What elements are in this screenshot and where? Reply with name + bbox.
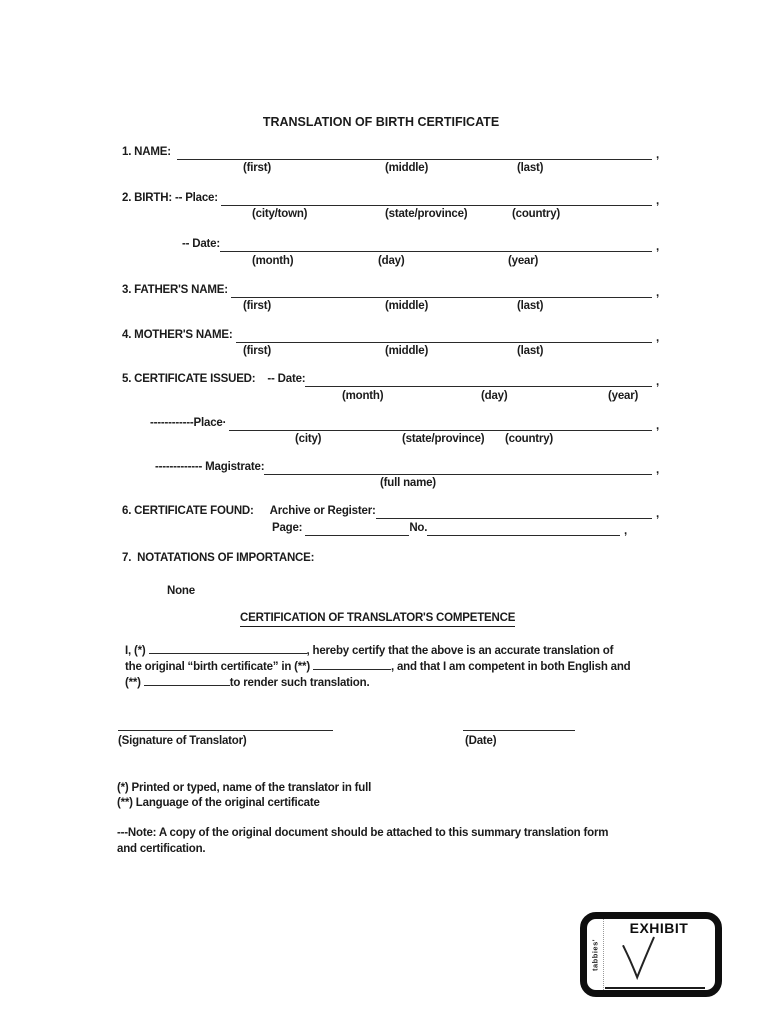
birth-place-label: 2. BIRTH: -- Place: — [122, 192, 221, 204]
second-language-blank — [144, 674, 230, 686]
birth-place-field-row — [122, 191, 659, 207]
footnote-double-star: (**) Language of the original certificate — [117, 797, 320, 809]
comma-mark: , — [656, 287, 659, 299]
certificate-issued-field-row — [122, 372, 659, 388]
certification-line1-pre: I, (*) — [124, 645, 149, 657]
magistrate-sublabel-fullname: (full name) — [380, 477, 436, 489]
comma-mark: , — [656, 195, 659, 207]
comma-mark: , — [656, 241, 659, 253]
certificate-issued-blank-line — [305, 373, 659, 388]
exhibit-label: EXHIBIT — [629, 920, 689, 936]
mother-sublabel-last: (last) — [517, 345, 544, 357]
father-name-label: 3. FATHER'S NAME: — [122, 284, 231, 296]
certification-line2-pre: the original “birth certificate” in (**) — [124, 661, 313, 673]
name-label: 1. NAME: — [122, 146, 177, 158]
father-sublabel-last: (last) — [517, 300, 544, 312]
mother-name-blank-line — [236, 329, 659, 344]
birth-date-sublabel-month: (month) — [252, 255, 294, 267]
birth-place-sublabel-state: (state/province) — [385, 208, 468, 220]
birth-place-sublabel-country: (country) — [512, 208, 561, 220]
note-line-2: and certification. — [117, 843, 206, 855]
name-sublabel-first: (first) — [243, 162, 271, 174]
father-name-blank-line — [231, 284, 659, 299]
certification-line-3 — [113, 659, 369, 706]
exhibit-stamp — [580, 912, 722, 997]
birth-place-sublabel-city: (city/town) — [252, 208, 308, 220]
comma-mark: , — [656, 420, 659, 432]
issued-sublabel-year: (year) — [608, 390, 639, 402]
birth-date-blank-line — [220, 238, 659, 253]
date-blank-line — [463, 717, 575, 731]
archive-register-label: Archive or Register: — [269, 505, 376, 517]
mother-name-field-row — [122, 328, 659, 344]
certificate-found-field-row — [122, 504, 659, 520]
issued-place-sublabel-city: (city) — [295, 433, 322, 445]
mother-sublabel-first: (first) — [243, 345, 271, 357]
comma-mark: , — [656, 149, 659, 161]
certification-line2-post: , and that I am competent in both English and — [390, 661, 631, 673]
magistrate-field-row — [155, 460, 659, 476]
name-sublabel-middle: (middle) — [385, 162, 429, 174]
footnote-star: (*) Printed or typed, name of the translator in full — [117, 782, 372, 794]
signature-blank-line — [118, 717, 333, 731]
signature-of-translator-label: (Signature of Translator) — [118, 735, 247, 747]
father-sublabel-first: (first) — [243, 300, 271, 312]
comma-mark: , — [656, 376, 659, 388]
no-label: No. — [409, 522, 428, 534]
exhibit-mark-underline — [605, 987, 705, 989]
issued-place-sublabel-state: (state/province) — [402, 433, 485, 445]
page-blank-line — [305, 522, 409, 536]
certification-heading: CERTIFICATION OF TRANSLATOR'S COMPETENCE — [240, 611, 515, 627]
tabbies-brand-label: tabbies' — [587, 919, 604, 990]
certification-line1-post: , hereby certify that the above is an accurate translation of — [306, 645, 614, 657]
page-number-field-row — [272, 521, 627, 537]
issued-sublabel-month: (month) — [342, 390, 384, 402]
certificate-found-label: 6. CERTIFICATE FOUND: — [122, 505, 254, 517]
birth-date-sublabel-year: (year) — [508, 255, 539, 267]
issued-place-field-row — [150, 416, 659, 432]
comma-mark: , — [656, 332, 659, 344]
archive-register-blank-line — [376, 505, 659, 520]
comma-mark: , — [656, 508, 659, 520]
father-sublabel-middle: (middle) — [385, 300, 429, 312]
page-label: Page: — [272, 522, 306, 534]
magistrate-label: ------------- Magistrate: — [155, 461, 265, 473]
certificate-issued-label: 5. CERTIFICATE ISSUED: — [122, 373, 256, 385]
certificate-issued-date-label: -- Date: — [267, 373, 306, 385]
magistrate-blank-line — [264, 461, 659, 476]
father-name-field-row — [122, 283, 659, 299]
comma-mark: , — [624, 525, 627, 537]
birth-date-sublabel-day: (day) — [378, 255, 405, 267]
birth-place-blank-line — [221, 192, 659, 207]
issued-sublabel-day: (day) — [481, 390, 508, 402]
issued-place-label: ------------Place· — [150, 417, 230, 429]
exhibit-mark-v — [617, 935, 661, 981]
notations-label: 7. NOTATATIONS OF IMPORTANCE: — [122, 552, 315, 564]
no-blank-line — [427, 522, 627, 537]
name-sublabel-last: (last) — [517, 162, 544, 174]
mother-sublabel-middle: (middle) — [385, 345, 429, 357]
name-blank-line — [177, 146, 659, 161]
certification-line3-post: to render such translation. — [229, 677, 370, 689]
issued-place-blank-line — [229, 417, 659, 432]
date-label: (Date) — [465, 735, 497, 747]
note-line-1: ---Note: A copy of the original document should be attached to this summary translation form — [117, 827, 609, 839]
certification-line3-pre: (**) — [124, 677, 144, 689]
mother-name-label: 4. MOTHER'S NAME: — [122, 329, 236, 341]
page-title: TRANSLATION OF BIRTH CERTIFICATE — [262, 115, 500, 129]
birth-date-field-row — [182, 237, 659, 253]
comma-mark: , — [656, 464, 659, 476]
name-field-row — [122, 145, 659, 161]
notations-value: None — [167, 585, 195, 597]
issued-place-sublabel-country: (country) — [505, 433, 554, 445]
birth-date-label: -- Date: — [182, 238, 221, 250]
